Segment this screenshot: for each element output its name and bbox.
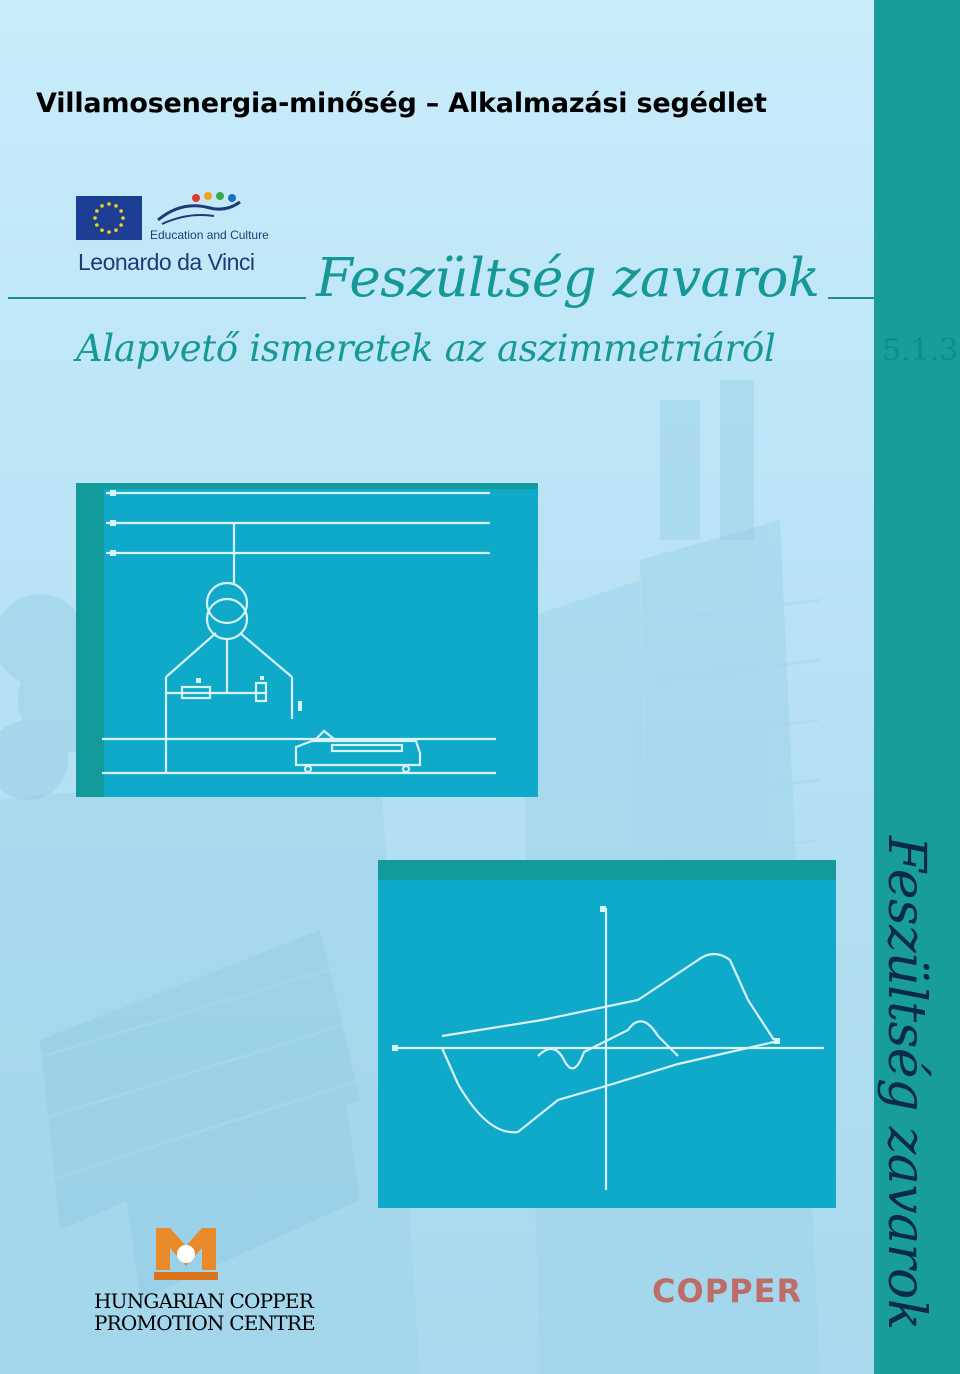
- eu-star-icon: [95, 209, 99, 213]
- eu-star-icon: [93, 216, 97, 220]
- eu-star-icon: [121, 216, 125, 220]
- education-culture-logo-icon: [152, 190, 244, 230]
- eu-star-icon: [119, 223, 123, 227]
- spine-title: [876, 836, 956, 1336]
- copper-logo: COPPER: [652, 1272, 803, 1310]
- hcpc-name-line1: HUNGARIAN COPPER: [94, 1289, 313, 1313]
- traction-supply-diagram: [76, 483, 538, 797]
- title-rule-left: [8, 297, 306, 299]
- hcpc-name-line2: PROMOTION CENTRE: [94, 1311, 315, 1335]
- hcpc-logo-icon: [150, 1224, 222, 1282]
- document-subtitle: Alapvető ismeretek az aszimmetriáról: [76, 327, 776, 370]
- title-rule-right: [828, 297, 874, 299]
- unbalance-waveform-diagram: [378, 860, 836, 1208]
- eu-star-icon: [100, 228, 104, 232]
- eu-star-icon: [95, 223, 99, 227]
- leonardo-da-vinci-label: Leonardo da Vinci: [78, 249, 255, 275]
- spine-title-text: Feszültség zavarok: [876, 836, 936, 1330]
- series-title: Villamosenergia-minőség – Alkalmazási segédlet: [36, 88, 767, 119]
- eu-star-icon: [114, 228, 118, 232]
- section-code: 5.1.3: [882, 333, 959, 368]
- document-title: Feszültség zavarok: [316, 248, 820, 309]
- eu-star-icon: [107, 202, 111, 206]
- eu-star-icon: [114, 204, 118, 208]
- eu-star-icon: [107, 230, 111, 234]
- eu-flag-icon: [76, 196, 142, 240]
- eu-star-icon: [119, 209, 123, 213]
- education-culture-label: Education and Culture: [150, 228, 269, 242]
- eu-star-icon: [100, 204, 104, 208]
